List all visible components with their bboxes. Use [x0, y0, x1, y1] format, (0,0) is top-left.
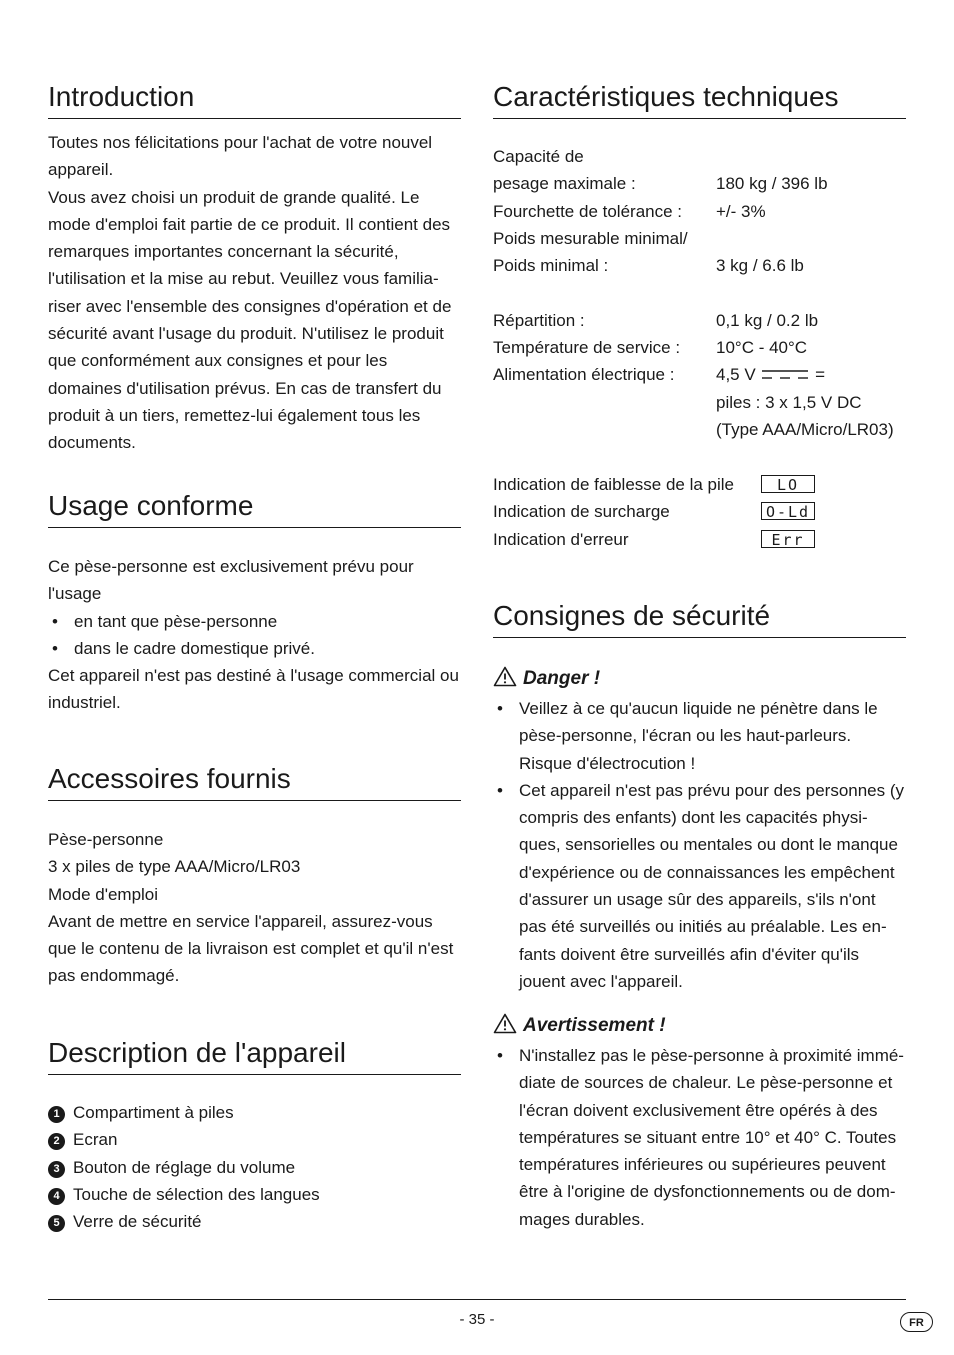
lcd-display: LO [761, 475, 815, 493]
number-badge: 3 [48, 1161, 65, 1178]
number-badge: 4 [48, 1188, 65, 1205]
danger-text: Danger ! [523, 668, 601, 689]
equals-sign: = [815, 365, 826, 385]
spec-value: 3 kg / 6.6 lb [716, 256, 804, 276]
introduction-paragraph-2: Vous avez choisi un produit de grande qualité. Le mode d'emploi fait partie de ce produit. Il contient des remarques importantes concernant la sécurité, l'utilisation et la mise au rebut. Veuillez vous familia-riser avec l'ensemble des consignes d'opération et de sécurité avant l'usage du produit. N'utilisez le produit que conformément aux consignes et pour les domaines d'utilisation prévus. En cas de transfert du produit à un tiers, remettez-lui également tous les documents. [48, 187, 452, 453]
warning-text: Avertissement ! [523, 1015, 666, 1036]
table-row [493, 143, 906, 170]
spec-key: Répartition : [493, 310, 585, 330]
lcd-display: Err [761, 530, 815, 548]
dc-symbol-icon [760, 367, 810, 381]
list-item: • en tant que pèse-personne [48, 608, 461, 635]
accessories-note: Avant de mettre en service l'appareil, assurez-vous que le contenu de la livraison est complet et qu'il n'est pas endommagé. [48, 911, 454, 986]
list-item [48, 1181, 461, 1208]
lcd-display: O-Ld [761, 502, 815, 520]
language-badge: FR [900, 1312, 933, 1332]
spec-value: 10°C - 40°C [716, 338, 808, 358]
spec-key: Alimentation électrique : [493, 365, 675, 385]
spec-key: pesage maximale : [493, 174, 636, 194]
part-label: Compartiment à piles [73, 1103, 234, 1122]
spec-value: 0,1 kg / 0.2 lb [716, 310, 819, 330]
table-row [493, 361, 906, 388]
spec-key: Température de service : [493, 338, 681, 358]
spec-key [493, 416, 716, 443]
part-label: Bouton de réglage du volume [73, 1157, 296, 1177]
spec-key: Poids mesurable minimal/ [493, 228, 688, 248]
description-list [48, 1099, 461, 1235]
voltage-value: 4,5 V [716, 365, 756, 385]
spec-value: (Type AAA/Micro/LR03) [716, 419, 894, 439]
list-item: 3 x piles de type AAA/Micro/LR03 [48, 857, 301, 877]
spec-value: piles : 3 x 1,5 V DC [716, 392, 862, 412]
table-row [493, 252, 906, 279]
danger-label [493, 666, 600, 692]
table-row [493, 471, 906, 498]
specs-table [493, 143, 906, 443]
number-badge: 2 [48, 1133, 65, 1150]
list-item: • dans le cadre domestique privé. [48, 635, 461, 662]
usage-heading: Usage conforme [48, 489, 461, 528]
table-row [493, 526, 906, 553]
spec-value: 180 kg / 396 lb [716, 174, 828, 194]
list-item: • N'installez pas le pèse-personne à proximité immé-diate de sources de chaleur. Le pèse-personne et l'écran doivent exclusivement être opérés à des températures se situant entre 10° et 40° C. Toutes températures inférieures ou supérieures peuvent être à l'origine de dysfonctionnements ou de dom-mages durables. [493, 1042, 906, 1233]
footer-divider [48, 1299, 906, 1300]
table-row [493, 498, 906, 525]
number-badge: 5 [48, 1215, 65, 1232]
description-heading: Description de l'appareil [48, 1036, 461, 1075]
introduction-text [48, 129, 461, 457]
warning-label [493, 1013, 666, 1039]
warning-triangle-icon [493, 1013, 517, 1034]
indicators-table [493, 471, 906, 553]
accessories-text [48, 826, 461, 990]
list-item: • Veillez à ce qu'aucun liquide ne pénètre dans le pèse-personne, l'écran ou les haut-parleurs. Risque d'électrocution ! [493, 695, 906, 777]
introduction-heading: Introduction [48, 80, 461, 119]
spec-key [493, 389, 716, 416]
spec-value: +/- 3% [716, 201, 766, 221]
list-item [48, 1208, 461, 1235]
part-label: Ecran [73, 1130, 118, 1150]
usage-outro: Cet appareil n'est pas destiné à l'usage commercial ou industriel. [48, 666, 459, 713]
table-row [493, 170, 906, 197]
table-row [493, 389, 906, 416]
spec-key: Capacité de [493, 147, 584, 166]
usage-intro: Ce pèse-personne est exclusivement prévu pour l'usage [48, 557, 414, 604]
table-row [493, 307, 906, 334]
warning-text-block [493, 1042, 906, 1233]
warning-list [493, 1042, 906, 1233]
spec-key: Fourchette de tolérance : [493, 201, 683, 221]
introduction-paragraph-1: Toutes nos félicitations pour l'achat de votre nouvel appareil. [48, 133, 433, 180]
indicator-label: Indication d'erreur [493, 529, 629, 549]
usage-list [48, 608, 461, 663]
indicator-label: Indication de surcharge [493, 502, 670, 522]
part-label: Verre de sécurité [73, 1212, 202, 1232]
list-item: Pèse-personne [48, 830, 164, 849]
number-badge: 1 [48, 1106, 65, 1123]
part-label: Touche de sélection des langues [73, 1184, 320, 1204]
usage-text [48, 553, 461, 717]
warning-triangle-icon [493, 666, 517, 687]
spec-key: Poids minimal : [493, 256, 609, 276]
danger-text-block [493, 695, 906, 995]
accessories-heading: Accessoires fournis [48, 762, 461, 801]
list-item [48, 1154, 461, 1181]
table-row [493, 279, 906, 306]
page-number: - 35 - [459, 1311, 495, 1328]
specs-heading: Caractéristiques techniques [493, 80, 906, 119]
table-row [493, 198, 906, 225]
safety-heading: Consignes de sécurité [493, 599, 906, 638]
table-row [493, 416, 906, 443]
list-item [48, 1099, 461, 1126]
spec-value [716, 361, 825, 388]
danger-list [493, 695, 906, 995]
list-item: • Cet appareil n'est pas prévu pour des personnes (y compris des enfants) dont les capacités physi-ques, sensorielles ou mentales ou dont le manque d'expérience ou de connaissances les empêchent d'assurer un usage sûr des appareils, s'ils n'ont pas été surveillés ou initiés au préalable. Les en-fants doivent être surveillés afin d'éviter qu'ils jouent avec l'appareil. [493, 777, 906, 995]
list-item: Mode d'emploi [48, 884, 159, 904]
spec-key [493, 279, 716, 306]
list-item [48, 1126, 461, 1153]
table-row [493, 334, 906, 361]
indicator-label: Indication de faiblesse de la pile [493, 475, 734, 494]
table-row [493, 225, 906, 252]
